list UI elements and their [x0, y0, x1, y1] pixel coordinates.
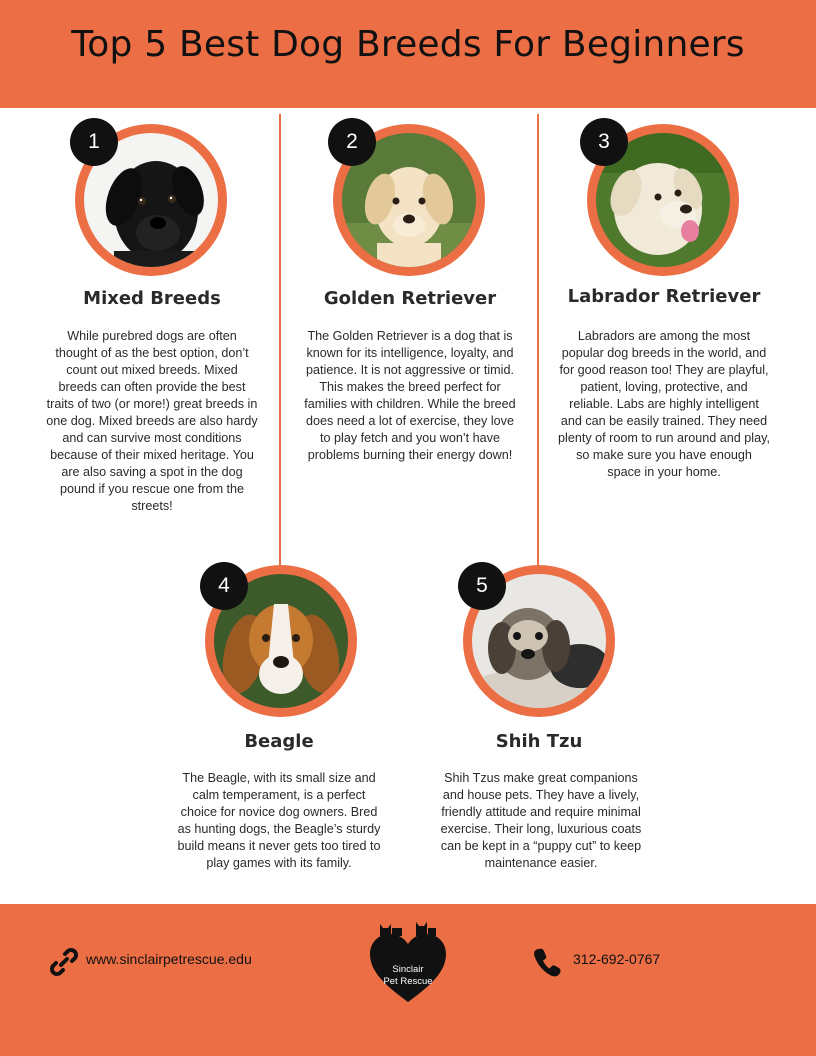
logo-text: Sinclair Pet Rescue [383, 964, 433, 987]
website-link[interactable]: www.sinclairpetrescue.edu [86, 951, 252, 967]
breed-number-badge: 1 [70, 118, 118, 166]
sinclair-pet-rescue-logo [366, 916, 450, 1006]
heart-logo-icon [366, 916, 450, 1006]
link-icon [48, 946, 80, 978]
phone-number[interactable]: 312-692-0767 [573, 951, 661, 967]
header-banner [0, 0, 816, 108]
breed-number-badge: 4 [200, 562, 248, 610]
breed-number-badge: 5 [458, 562, 506, 610]
breed-number-badge: 2 [328, 118, 376, 166]
phone-icon [532, 946, 562, 978]
breed-description: Labradors are among the most popular dog breeds in the world, and for good reason too! They are playful, patient, loving, protective, and reliable. Labs are highly intelligent and can be easily trained. They need plenty of room to run around and play, so make sure you have enough space in your home. [558, 329, 770, 479]
breed-name: Shih Tzu [495, 731, 583, 752]
footer-banner [0, 904, 816, 1056]
column-divider [279, 114, 281, 566]
breed-description: Shih Tzus make great companions and house pets. They have a lively, friendly attitude and require minimal exercise. Their long, luxurious coats can be kept in a “puppy cut” to keep maintenance easier. [440, 771, 642, 870]
breed-number-badge: 3 [580, 118, 628, 166]
breed-description: The Beagle, with its small size and calm temperament, is a perfect choice for novice dog owners. Bred as hunting dogs, the Beagle’s sturdy build means it never gets too tired to play games with its family. [177, 771, 381, 870]
column-divider [537, 114, 539, 566]
breed-name: Mixed Breeds [83, 288, 221, 309]
breed-description: While purebred dogs are often thought of as the best option, don’t count out mixed breeds. Mixed breeds can often provide the best traits of two (or more!) great breeds in one dog. Mixed breeds are also hardy and can survive most conditions because of their mixed heritage. You are also saving a spot in the dog pound if you rescue one from the streets! [46, 329, 258, 513]
breed-name: Labrador Retriever [567, 286, 761, 307]
page-title: Top 5 Best Dog Breeds For Beginners [71, 24, 745, 65]
breed-description: The Golden Retriever is a dog that is known for its intelligence, loyalty, and patience. It is not aggressive or timid. This makes the breed perfect for families with children. While the breed does need a lot of exercise, they love to play fetch and you won’t have problems burning their energy down! [304, 329, 516, 462]
breed-name: Beagle [244, 731, 314, 752]
breed-name: Golden Retriever [323, 288, 497, 309]
